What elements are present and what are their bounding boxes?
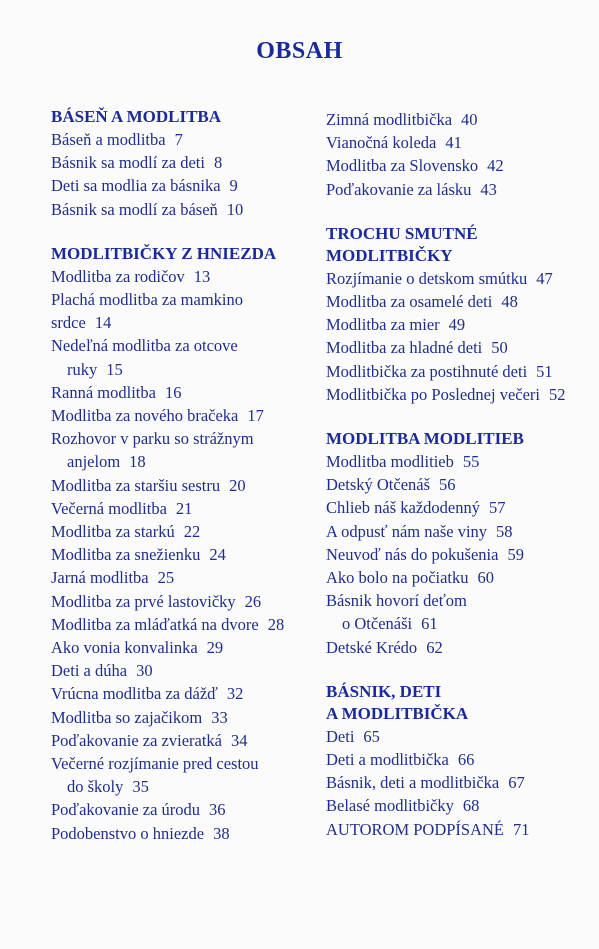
toc-entry[interactable] [51, 706, 321, 729]
toc-page-number: 49 [448, 315, 466, 335]
toc-section [326, 223, 596, 406]
toc-page-number: 59 [507, 544, 524, 564]
toc-entry-title: Modlitba za starkú [51, 522, 175, 542]
toc-entry[interactable] [51, 404, 321, 427]
toc-page-number: 66 [457, 750, 475, 770]
toc-page-number: 68 [462, 796, 480, 816]
toc-entry-title: anjelom [67, 452, 121, 472]
toc-page-number: 42 [487, 156, 504, 176]
toc-entry-title: Básnik hovorí deťom [326, 591, 467, 611]
toc-entry[interactable] [326, 108, 596, 131]
toc-entry-title: Modlitba za staršiu sestru [51, 475, 221, 495]
toc-entry[interactable] [51, 566, 321, 589]
toc-entry[interactable] [51, 288, 321, 334]
toc-entry[interactable] [326, 473, 596, 496]
toc-entry-title: Podobenstvo o hniezde [51, 823, 205, 843]
toc-page-number: 50 [491, 338, 508, 358]
toc-entry[interactable] [51, 752, 321, 798]
toc-entry-title: Deti a modlitbička [326, 750, 449, 770]
toc-page-number: 16 [164, 382, 182, 402]
section-heading-line: MODLITBIČKY Z HNIEZDA [51, 243, 277, 263]
toc-entry[interactable] [326, 313, 596, 336]
toc-entry[interactable] [326, 383, 596, 406]
toc-entry[interactable] [326, 589, 596, 635]
toc-entry-title: Deti a dúha [51, 661, 128, 681]
toc-entries [51, 128, 321, 221]
toc-entry-title: Neuvoď nás do pokušenia [326, 544, 499, 564]
toc-page-number: 7 [174, 130, 183, 149]
toc-page-number: 18 [129, 452, 146, 472]
toc-entry[interactable] [326, 290, 596, 313]
toc-entry[interactable] [326, 771, 596, 794]
section-heading-line: TROCHU SMUTNÉ [326, 223, 478, 243]
toc-entry-title: Modlitbička po Poslednej večeri [326, 384, 540, 404]
toc-entry-title: Poďakovanie za úrodu [51, 800, 201, 820]
toc-entry[interactable] [326, 818, 596, 841]
toc-entry[interactable] [326, 725, 596, 748]
toc-entry-title: Poďakovanie za lásku [326, 179, 472, 199]
toc-entry-title: Poďakovanie za zvieratká [51, 730, 223, 750]
toc-page-number: 40 [461, 110, 478, 129]
toc-page-number: 20 [229, 475, 246, 495]
toc-page-number: 62 [426, 637, 443, 657]
toc-left-column [51, 106, 321, 867]
section-heading [326, 681, 596, 725]
toc-entry-title: Modlitba za mláďatká na dvore [51, 614, 259, 634]
toc-page-number: 34 [231, 730, 248, 750]
toc-entry-line [326, 612, 596, 635]
toc-entry-title: A odpusť nám naše viny [326, 521, 488, 541]
toc-entry-title: Detský Otčenáš [326, 475, 431, 495]
toc-entry-title: Báseň a modlitba [51, 130, 166, 149]
toc-entry-title: ruky [67, 359, 98, 379]
toc-entry[interactable] [326, 267, 596, 290]
toc-section [326, 681, 596, 841]
toc-page-number: 48 [501, 292, 518, 312]
toc-page-number: 13 [193, 266, 211, 286]
toc-right-column [326, 108, 596, 863]
toc-page-number: 30 [136, 661, 153, 681]
toc-entry[interactable] [51, 520, 321, 543]
toc-entry-title: Modlitba za rodičov [51, 266, 185, 286]
toc-entry[interactable] [51, 682, 321, 705]
toc-entry-title: Nedeľná modlitba za otcove [51, 336, 238, 356]
toc-entry-title: Jarná modlitba [51, 568, 149, 588]
toc-entry-title: Zimná modlitbička [326, 110, 453, 129]
toc-entry[interactable] [51, 636, 321, 659]
toc-section [326, 428, 596, 659]
toc-entry-title: Modlitba za mier [326, 315, 440, 335]
toc-page-number: 55 [462, 452, 480, 472]
toc-entry[interactable] [51, 265, 321, 288]
toc-entry[interactable] [326, 748, 596, 771]
toc-page-number: 57 [488, 498, 506, 518]
toc-page-number: 8 [213, 153, 223, 173]
toc-entry-line [51, 358, 321, 381]
toc-page-number: 17 [247, 406, 264, 426]
toc-entry-title: srdce [51, 313, 86, 333]
toc-entry-title: Plachá modlitba za mamkino [51, 290, 243, 310]
toc-entry-title: Básnik sa modlí za deti [51, 153, 205, 173]
toc-page-number: 21 [175, 498, 193, 518]
toc-entry-title: Chlieb náš každodenný [326, 498, 480, 518]
section-heading-line: MODLITBA MODLITIEB [326, 429, 524, 449]
toc-entry[interactable] [326, 496, 596, 519]
toc-entry-title: Vianočná koleda [326, 133, 437, 153]
toc-entry-line [51, 775, 321, 798]
toc-page-number: 9 [229, 176, 238, 196]
toc-entry-title: Vrúcna modlitba za dážď [51, 684, 218, 704]
toc-entries [326, 108, 596, 201]
toc-page-number: 41 [445, 133, 462, 153]
toc-entry-title: Deti sa modlia za básnika [51, 176, 221, 196]
toc-page-number: 22 [183, 522, 201, 542]
section-heading-line: MODLITBIČKY [326, 245, 453, 265]
toc-entry[interactable] [51, 590, 321, 613]
toc-entry-title: Večerná modlitba [51, 498, 167, 518]
toc-page-number: 51 [536, 361, 553, 381]
toc-entry[interactable] [51, 151, 321, 174]
toc-entry[interactable] [326, 794, 596, 817]
page-title: OBSAH [256, 38, 343, 64]
toc-entry[interactable] [326, 566, 596, 589]
toc-page-number: 29 [206, 638, 224, 658]
toc-page-number: 25 [157, 568, 175, 588]
section-heading [326, 428, 596, 450]
toc-page-number: 71 [513, 819, 530, 839]
section-heading [51, 106, 321, 128]
toc-entry-title: Modlitba so zajačikom [51, 707, 203, 727]
toc-entry[interactable] [51, 427, 321, 473]
toc-entry[interactable] [51, 798, 321, 821]
toc-entry[interactable] [51, 497, 321, 520]
toc-entry-title: do školy [67, 777, 124, 797]
toc-page-number: 10 [226, 199, 244, 219]
toc-entry-title: Modlitba za Slovensko [326, 156, 479, 176]
toc-entry[interactable] [51, 822, 321, 845]
toc-page-number: 43 [480, 179, 497, 199]
toc-entry[interactable] [326, 154, 596, 177]
toc-entry[interactable] [51, 198, 321, 221]
toc-page-number: 38 [213, 823, 230, 843]
toc-entry[interactable] [326, 450, 596, 473]
toc-page-number: 14 [94, 313, 112, 333]
toc-entry-title: Modlitba modlitieb [326, 452, 454, 472]
toc-page-number: 65 [363, 726, 380, 746]
toc-entry[interactable] [51, 474, 321, 497]
section-heading-line: A MODLITBIČKA [326, 703, 469, 723]
toc-entry[interactable] [326, 131, 596, 154]
toc-page-number: 47 [536, 268, 553, 288]
toc-page-number: 35 [132, 777, 149, 797]
toc-page-number: 26 [244, 591, 262, 611]
toc-page-number: 36 [209, 800, 226, 820]
toc-entries [326, 725, 596, 841]
toc-entry-title: Modlitba za nového bračeka [51, 406, 239, 426]
section-heading [51, 243, 321, 265]
toc-page-number: 24 [209, 545, 226, 565]
toc-entry[interactable] [51, 381, 321, 404]
toc-page-number: 15 [106, 359, 123, 379]
toc-entries [326, 267, 596, 406]
toc-page-number: 28 [267, 614, 285, 634]
toc-entry-title: Ako vonia konvalinka [51, 638, 198, 658]
toc-entry-title: Modlitbička za postihnuté deti [326, 361, 528, 381]
toc-entry[interactable] [326, 336, 596, 359]
toc-entry-title: Ako bolo na počiatku [326, 568, 469, 588]
toc-entries [51, 265, 321, 845]
toc-entry[interactable] [51, 729, 321, 752]
toc-section [51, 106, 321, 221]
toc-page-number: 58 [496, 521, 513, 541]
toc-page-number: 52 [549, 384, 566, 404]
toc-entry-title: Básnik, deti a modlitbička [326, 773, 500, 793]
toc-page-number: 56 [439, 475, 456, 495]
toc-entry[interactable] [51, 613, 321, 636]
toc-entry-line [51, 450, 321, 473]
toc-section [51, 243, 321, 845]
toc-entry-title: Deti [326, 726, 355, 746]
toc-entry[interactable] [326, 636, 596, 659]
section-heading-line: BÁSNIK, DETI [326, 681, 442, 701]
toc-entry-title: AUTOROM PODPÍSANÉ [326, 819, 505, 839]
toc-entry-title: Večerné rozjímanie pred cestou [51, 754, 259, 774]
toc-entry-title: o Otčenáši [342, 614, 413, 634]
section-heading [326, 223, 596, 267]
toc-entry[interactable] [326, 520, 596, 543]
toc-entry[interactable] [51, 543, 321, 566]
toc-entry[interactable] [51, 174, 321, 197]
toc-entry-title: Modlitba za snežienku [51, 545, 201, 565]
toc-entry-title: Detské Krédo [326, 637, 418, 657]
toc-entry-title: Ranná modlitba [51, 382, 156, 402]
toc-entry[interactable] [326, 543, 596, 566]
toc-entry-title: Modlitba za hladné deti [326, 338, 483, 358]
toc-page-number: 32 [226, 684, 244, 704]
toc-page-number: 60 [477, 568, 495, 588]
toc-page-number: 67 [508, 773, 525, 793]
toc-entry[interactable] [51, 334, 321, 380]
toc-entry-line [51, 311, 321, 334]
toc-page-number: 61 [421, 614, 438, 634]
toc-entry-title: Rozjímanie o detskom smútku [326, 268, 528, 288]
toc-entry-title: Básnik sa modlí za báseň [51, 199, 218, 219]
toc-entry-title: Modlitba za osamelé deti [326, 292, 493, 312]
toc-page-number: 33 [211, 707, 228, 727]
toc-entry[interactable] [326, 360, 596, 383]
toc-entry-title: Modlitba za prvé lastovičky [51, 591, 236, 611]
toc-entry-title: Rozhovor v parku so strážnym [51, 429, 254, 449]
toc-entry[interactable] [51, 659, 321, 682]
toc-entries [326, 450, 596, 659]
toc-entry[interactable] [51, 128, 321, 151]
section-heading-line: BÁSEŇ A MODLITBA [51, 107, 222, 126]
toc-entry[interactable] [326, 178, 596, 201]
toc-entry-title: Belasé modlitbičky [326, 796, 454, 816]
toc-section [326, 108, 596, 201]
